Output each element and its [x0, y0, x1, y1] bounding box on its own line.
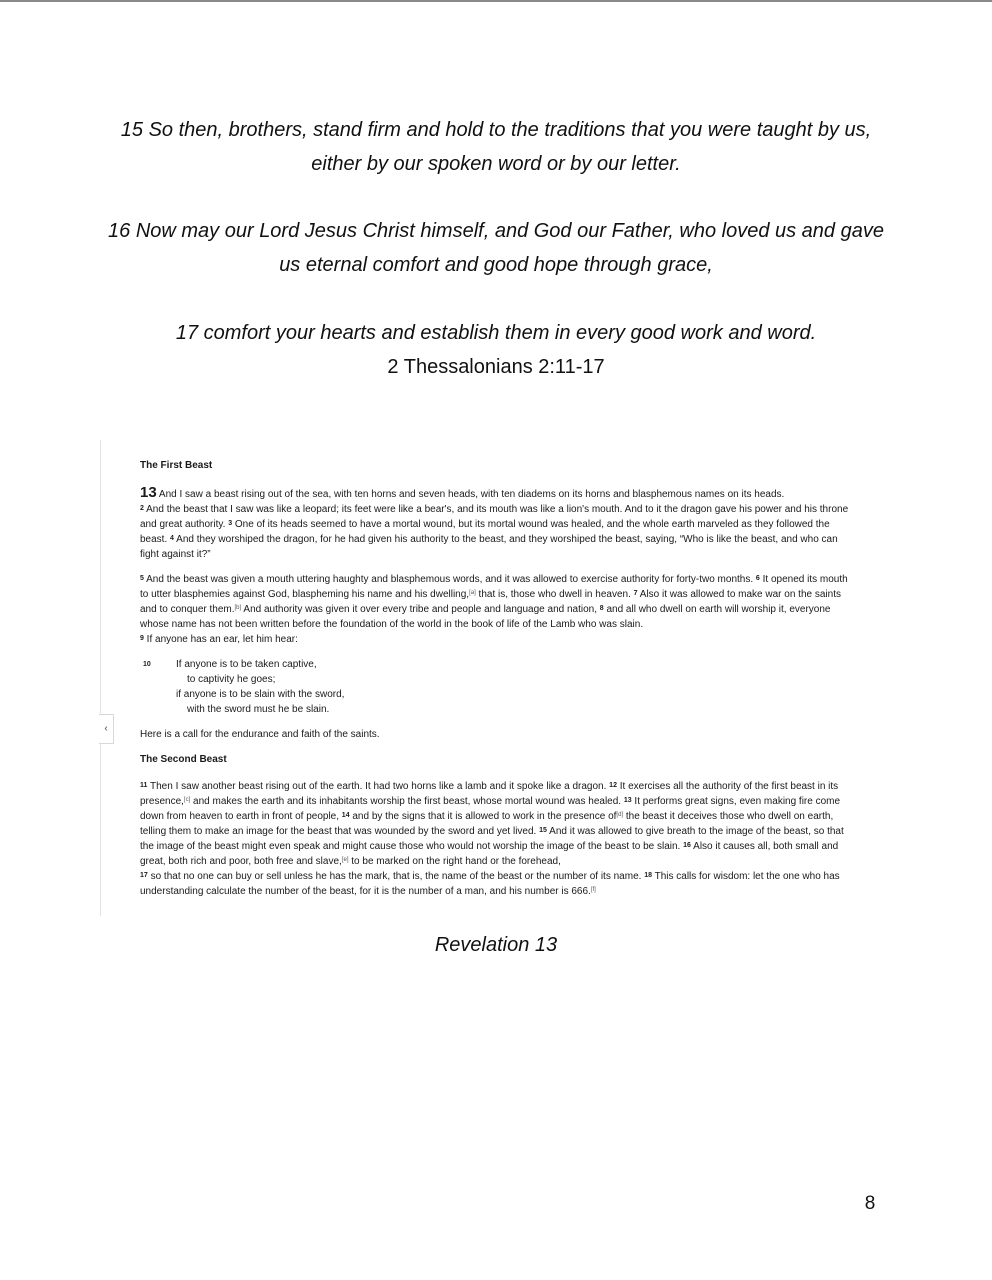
poem-verse-10: 10 If anyone is to be taken captive, to captivity he goes; if anyone is to be slain with the sword, with the sword must he be slain. — [140, 657, 852, 717]
passage-content — [140, 458, 852, 909]
paragraph-2: $^5$ And the beast was given a mouth uttering haughty and blasphemous words, and it was allowed to exercise authority for forty-two months. $^6$ It opened its mouth to utter blasphemies against God, blaspheming his name and his dwelling,[a] that is, those who dwell in heaven. $^7$ Also it was allowed to make war on the saints and to conquer them.[b] And authority was given it over every tribe and people and language and nation, $^8$ and all who dwell on earth will worship it, everyone whose name has not been written before the foundation of the world in the book of life of the Lamb who was slain. $^9$ If anyone has an ear, let him hear: — [140, 574, 848, 645]
section-heading-second-beast: The Second Beast — [140, 754, 227, 765]
poem-line: to captivity he goes; — [187, 674, 276, 685]
collapse-tab[interactable] — [99, 714, 114, 744]
footnote-link[interactable]: [a] — [469, 590, 476, 596]
embedded-bible-screenshot — [100, 440, 861, 916]
footnote-link[interactable]: [e] — [341, 857, 349, 863]
paragraph-1: 13 And I saw a beast rising out of the sea, with ten horns and seven heads, with ten diadems on its horns and blasphemous names on its heads. $^2$ And the beast that I saw was like a leopard; its feet were like a bear's, and its mouth was like a lion's mouth. And to it the dragon gave his power and his throne and great authority. $^3$ One of its heads seemed to have a mortal wound, but its mortal wound was healed, and the whole earth marveled as they followed the beast. $^4$ And they worshiped the dragon, for he had given his authority to the beast, and they worshiped the beast, saying, “Who is like the beast, and who can fight against it?” — [140, 484, 849, 560]
verse-16: 16 Now may our Lord Jesus Christ himself, and God our Father, who loved us and gave us eternal comfort and good hope through grace, — [108, 220, 884, 276]
footnote-link[interactable]: [c] — [183, 797, 191, 803]
poem-line: If anyone is to be taken captive, — [176, 659, 317, 670]
paragraph-3: $^{11}$ Then I saw another beast rising out of the earth. It had two horns like a lamb and it spoke like a dragon. $^{12}$ It exercises all the authority of the first beast in its presence,[c] and makes the earth and its inhabitants worship the first beast, whose mortal wound was healed. $^{13}$ It performs great signs, even making fire come down from heaven to earth in front of people, $^{14}$ and by the signs that it is allowed to work in the presence of[d] the beast it deceives those who dwell on earth, telling them to make an image for the beast that was wounded by the sword and yet lived. $^{15}$ And it was allowed to give breath to the image of the beast, so that the image of the beast might even speak and might cause those who would not worship the image of the beast to be slain. $^{16}$ Also it causes all, both small and great, both rich and poor, both free and slave,[e] to be marked on the right hand or the forehead, $^{17}$ so that no one can buy or sell unless he has the mark, that is, the name of the beast or the number of its name. $^{18}$ This calls for wisdom: let the one who has understanding calculate the number of the beast, for it is the number of a man, and his number is 666.[f] — [140, 781, 844, 897]
poem-line: if anyone is to be slain with the sword, — [176, 689, 345, 700]
footnote-link[interactable]: [f] — [590, 887, 596, 893]
verse-15: 15 So then, brothers, stand firm and hold to the traditions that you were taught by us, either by our spoken word or by our letter. — [120, 119, 872, 175]
scripture-reference: 2 Thessalonians 2:11-17 — [387, 356, 605, 378]
section-heading-first-beast: The First Beast — [140, 460, 213, 471]
footnote-link[interactable]: [b] — [234, 605, 242, 611]
footnote-link[interactable]: [d] — [616, 812, 624, 818]
page-number: 8 — [864, 1193, 876, 1214]
poem-line: with the sword must he be slain. — [187, 704, 330, 715]
passage-reference: Revelation 13 — [434, 934, 558, 956]
chevron-left-icon: ‹ — [104, 723, 108, 734]
chapter-number: 13 — [140, 484, 157, 501]
call-line: Here is a call for the endurance and faith of the saints. — [140, 729, 380, 740]
top-border — [0, 0, 992, 2]
verse-17: 17 comfort your hearts and establish them in every good work and word. — [175, 322, 817, 344]
